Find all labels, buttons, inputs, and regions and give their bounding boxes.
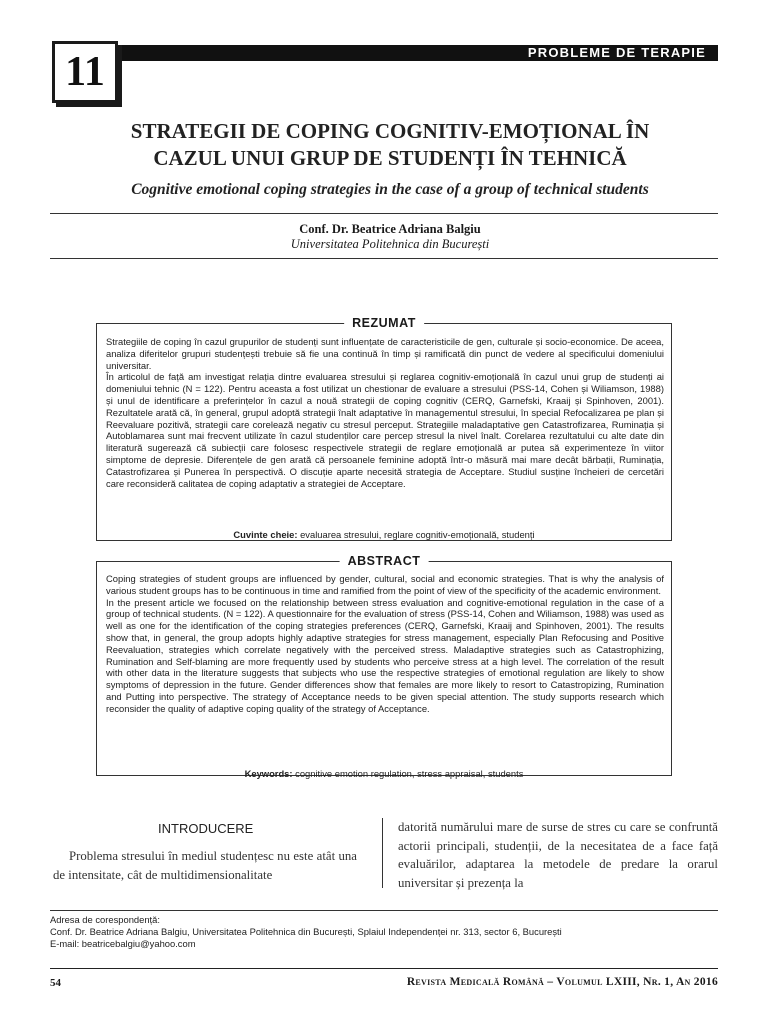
- section-label-bar: [116, 45, 718, 61]
- section-label: PROBLEME DE TERAPIE: [527, 45, 706, 60]
- introduction-heading: INTRODUCERE: [158, 821, 254, 836]
- chapter-number-box: [52, 41, 118, 103]
- chapter-number: 11: [65, 49, 105, 95]
- page-number: 54: [50, 977, 61, 989]
- abstract-keywords: [97, 768, 671, 779]
- correspondence-email: E-mail: beatricebalgiu@yahoo.com: [50, 938, 196, 949]
- divider-top: [50, 213, 718, 214]
- abstract-heading: ABSTRACT: [340, 554, 429, 569]
- abstract-keywords-text: cognitive emotion regulation, stress appraisal, students: [295, 768, 524, 779]
- article-title: [60, 118, 720, 172]
- abstract-keywords-label: Keywords:: [244, 768, 293, 779]
- intro-right-text: datorită numărului mare de surse de stres cu care se confruntă actorii principali, studenții, de la necesitatea de a face față evaluărilor, adaptarea la metodele de predare la orarul universitar și prezența la: [398, 820, 718, 890]
- abstract-box: [96, 554, 672, 779]
- abstract-body: [106, 573, 664, 715]
- intro-right-column: [398, 818, 718, 892]
- title-line-2: CAZUL UNUI GRUP DE STUDENȚI ÎN TEHNICĂ: [153, 146, 627, 170]
- abstract-paragraph-2: In the present article we focused on the relationship between stress evaluation and cognitive-emotional regulation in the case of a group of technical students. (N = 122). A questionnaire for the evaluation of stress (PSS-14, Cohen and Wiliamson, 1988) was used as well as one for the identification of the coping strategies preferences (CERQ, Garnefski, Kraaij and Spinhoven, 2001). The results show that, in general, the group adopts highly adaptive strategies for stress management, especially Plan Refocusing and Positive Reevaluation, strategies which correlate negatively with the perceived stress. Maladaptive strategies such as Catastrophizing, Rumination and Self-blaming are more frequently used by students who perceive stress at a high level. The correlation of the result with other data in the literature suggests that subjects who use the respective strategies of emotional regulation are likely to show symptoms of depression in the future. Gender differences show that females are more likely to resort to Catastropizing, Rumination and Putting into perspective. The strategy of Acceptance needs to be given special attention. The study supports research which reconsider the quality of adaptive coping quality of the strategy of Acceptance.: [106, 596, 664, 714]
- correspondence-label: Adresa de corespondență:: [50, 914, 160, 925]
- rezumat-keywords: [97, 529, 671, 540]
- rezumat-heading: REZUMAT: [344, 316, 424, 331]
- rezumat-box: [96, 316, 672, 541]
- divider-correspondence: [50, 910, 718, 911]
- rezumat-body: [106, 336, 664, 489]
- author-affiliation: Universitatea Politehnica din București: [290, 237, 490, 251]
- rezumat-keywords-text: evaluarea stresului, reglare cognitiv-emoțională, studenți: [300, 529, 535, 540]
- correspondence-address: Conf. Dr. Beatrice Adriana Balgiu, Universitatea Politehnica din București, Splaiul Independenței nr. 313, sector 6, București: [50, 926, 562, 937]
- journal-citation: Revista Medicală Română – Volumul LXIII, Nr. 1, An 2016: [406, 976, 718, 988]
- abstract-paragraph-1: Coping strategies of student groups are influenced by gender, cultural, social and economic strategies. That is why the analysis of various student groups has to be continuous in time and ramified from the point of view of the specificity of the academic environment.: [106, 573, 664, 596]
- intro-left-text: Problema stresului în mediul studențesc nu este atât una de intensitate, cât de multidimensionalitate: [53, 849, 357, 882]
- rezumat-paragraph-2: În articolul de față am investigat relația dintre evaluarea stresului și reglarea cognitiv-emoțională în cazul unui grup de studenți ai domeniului tehnic (N = 122). Pentru aceasta a fost utilizat un chestionar de evaluare a stresului (PSS-14, Cohen și Wiliamson, 1988) și unul de identificare a preferințelor în cazul a nouă strategii de coping cognitiv (CERQ, Garnefski, Kraaij și Spinhoven, 2001). Rezultatele arată că, în general, grupul adoptă strategii înalt adaptative în managementul stresului, în special Refocalizarea pe plan și Reevaluare pozitivă, strategii care corelează negativ cu stresul perceput. Strategiile maladaptative gen Catastrofizarea, Ruminația și Autoblamarea sunt mai frecvent utilizate în cazul studenților care percep stresul la nivel înalt. Corelarea rezultatului cu alte date din literatură sugerează că subiecții care folosesc respectivele strategii de reglare emoțională ar putea să experimenteze în viitor simptome de depresie. Diferențele de gen arată că persoanele feminine adoptă într-o măsură mai mare decât bărbații, Ruminația, Catastrofizarea și Punerea în perspectivă. O discuție aparte necesită strategia de Acceptare. Studiul susține încheieri de cercetări care reconsideră calitatea de coping adaptativ a strategiei de Acceptare.: [106, 371, 664, 489]
- title-line-1: STRATEGII DE COPING COGNITIV-EMOȚIONAL ÎN: [130, 119, 650, 143]
- divider-author: [50, 258, 718, 259]
- correspondence-block: [50, 914, 730, 950]
- divider-footer: [50, 968, 718, 969]
- author-name: Conf. Dr. Beatrice Adriana Balgiu: [299, 222, 481, 236]
- intro-left-column: [53, 847, 357, 884]
- english-title: Cognitive emotional coping strategies in the case of a group of technical students: [131, 181, 649, 198]
- column-divider: [382, 818, 383, 888]
- rezumat-keywords-label: Cuvinte cheie:: [233, 529, 298, 540]
- rezumat-paragraph-1: Strategiile de coping în cazul grupurilor de studenți sunt influențate de caracteristicile de gen, culturale și socio-economice. De aceea, analiza diferitelor grupuri studențești trebuie să fie una continuă în timp și ramificată din punct de vedere al specificului domeniului universitar.: [106, 336, 664, 371]
